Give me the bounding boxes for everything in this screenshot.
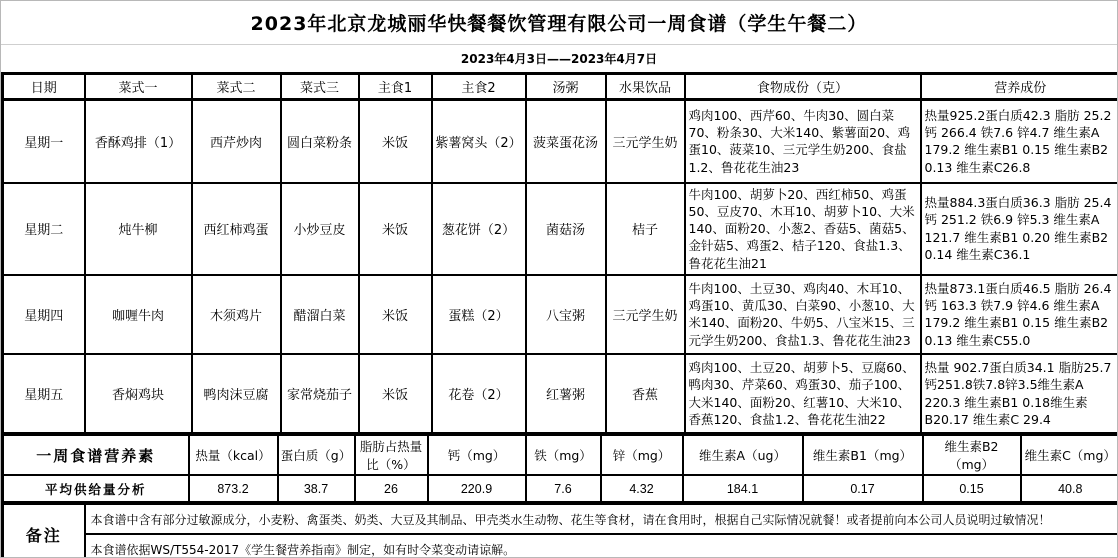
page-title: 2023年北京龙城丽华快餐餐饮管理有限公司一周食谱（学生午餐二）: [250, 13, 868, 35]
cell-fruit-drink: 香蕉: [606, 354, 685, 434]
cell-dish2: 鸭肉沫豆腐: [192, 354, 281, 434]
cell-staple2: 葱花饼（2）: [432, 183, 526, 275]
cell-staple1: 米饭: [359, 275, 432, 354]
summary-row1-label: 一周食谱营养素: [3, 435, 189, 476]
menu-header-staple1: 主食1: [359, 74, 432, 100]
subtitle-row: [1, 45, 1117, 72]
menu-header-staple2: 主食2: [432, 74, 526, 100]
cell-staple1: 米饭: [359, 183, 432, 275]
cell-soup: 红薯粥: [526, 354, 606, 434]
remarks-line-1: 本食谱中含有部分过敏源成分，小麦粉、禽蛋类、奶类、大豆及其制品、甲壳类水生动物、花生等食材，请在食用时，根据自己实际情况就餐！或者提前向本公司人员说明过敏情况！: [85, 503, 1118, 534]
cell-dish3: 小炒豆皮: [281, 183, 359, 275]
menu-header-day: 日期: [3, 74, 85, 100]
menu-header-fruit-drink: 水果饮品: [606, 74, 685, 100]
cell-staple1: 米饭: [359, 100, 432, 183]
remarks-row-2: [3, 534, 1118, 558]
cell-staple2: 蛋糕（2）: [432, 275, 526, 354]
summary-value-fat-ratio: 26: [355, 475, 428, 502]
cell-nutrition: 热量 902.7蛋白质34.1 脂肪25.7 钙251.8铁7.8锌3.5维生素A 220.3 维生素B1 0.18维生素B20.17 维生素C 29.4: [921, 354, 1118, 434]
menu-row-friday: [3, 354, 1118, 434]
cell-dish3: 醋溜白菜: [281, 275, 359, 354]
summary-row2-label: 平均供给量分析: [3, 475, 189, 502]
summary-values-row: [3, 475, 1118, 502]
summary-value-calcium: 220.9: [428, 475, 526, 502]
summary-value-vitamin-b2: 0.15: [923, 475, 1021, 502]
cell-dish1: 咖喱牛肉: [85, 275, 192, 354]
summary-header-row: [3, 435, 1118, 476]
cell-fruit-drink: 三元学生奶: [606, 100, 685, 183]
title-row: [1, 1, 1117, 45]
cell-nutrition: 热量873.1蛋白质46.5 脂肪 26.4 钙 163.3 铁7.9 锌4.6 维生素A 179.2 维生素B1 0.15 维生素B2 0.13 维生素C55.0: [921, 275, 1118, 354]
summary-header-vitamin-a: 维生素A（ug）: [683, 435, 803, 476]
menu-header-dish1: 菜式一: [85, 74, 192, 100]
cell-ingredients: 鸡肉100、西芹60、牛肉30、圆白菜70、粉条30、大米140、紫薯面20、鸡蛋10、菠菜10、三元学生奶200、食盐1.2、鲁花花生油23: [685, 100, 921, 183]
cell-soup: 菠菜蛋花汤: [526, 100, 606, 183]
summary-value-vitamin-b1: 0.17: [803, 475, 923, 502]
summary-value-iron: 7.6: [526, 475, 601, 502]
remarks-label: 备注: [3, 503, 85, 558]
cell-dish2: 木须鸡片: [192, 275, 281, 354]
remarks-row-1: [3, 503, 1118, 534]
summary-value-vitamin-a: 184.1: [683, 475, 803, 502]
summary-value-zinc: 4.32: [601, 475, 683, 502]
summary-header-protein: 蛋白质（g）: [278, 435, 355, 476]
summary-header-iron: 铁（mg）: [526, 435, 601, 476]
menu-header-dish2: 菜式二: [192, 74, 281, 100]
cell-day: 星期二: [3, 183, 85, 275]
summary-value-energy: 873.2: [189, 475, 278, 502]
menu-header-ingredients: 食物成份（克）: [685, 74, 921, 100]
cell-ingredients: 牛肉100、土豆30、鸡肉40、木耳10、鸡蛋10、黄瓜30、白菜90、小葱10、大米140、面粉20、牛奶5、八宝米15、三元学生奶200、食盐1.3、鲁花花生油23: [685, 275, 921, 354]
cell-nutrition: 热量925.2蛋白质42.3 脂肪 25.2 钙 266.4 铁7.6 锌4.7 维生素A 179.2 维生素B1 0.15 维生素B2 0.13 维生素C26.8: [921, 100, 1118, 183]
cell-fruit-drink: 桔子: [606, 183, 685, 275]
cell-day: 星期一: [3, 100, 85, 183]
summary-header-fat-ratio: 脂肪占热量比（%）: [355, 435, 428, 476]
summary-header-vitamin-b2: 维生素B2（mg）: [923, 435, 1021, 476]
cell-nutrition: 热量884.3蛋白质36.3 脂肪 25.4 钙 251.2 铁6.9 锌5.3 维生素A 121.7 维生素B1 0.20 维生素B2 0.14 维生素C36.1: [921, 183, 1118, 275]
menu-header-row: [3, 74, 1118, 100]
menu-header-dish3: 菜式三: [281, 74, 359, 100]
cell-staple2: 紫薯窝头（2）: [432, 100, 526, 183]
menu-table: [1, 72, 1118, 435]
menu-row-thursday: [3, 275, 1118, 354]
menu-row-tuesday: [3, 183, 1118, 275]
summary-header-zinc: 锌（mg）: [601, 435, 683, 476]
cell-soup: 八宝粥: [526, 275, 606, 354]
summary-header-calcium: 钙（mg）: [428, 435, 526, 476]
cell-soup: 菌菇汤: [526, 183, 606, 275]
summary-header-energy: 热量（kcal）: [189, 435, 278, 476]
cell-staple2: 花卷（2）: [432, 354, 526, 434]
cell-dish3: 家常烧茄子: [281, 354, 359, 434]
date-range: 2023年4月3日——2023年4月7日: [460, 52, 658, 66]
summary-value-protein: 38.7: [278, 475, 355, 502]
cell-ingredients: 牛肉100、胡萝卜20、西红柿50、鸡蛋50、豆皮70、木耳10、胡萝卜10、大米140、面粉20、小葱2、香菇5、菌菇5、金针菇5、鸡蛋2、桔子120、食盐1.3、鲁花花生油21: [685, 183, 921, 275]
summary-table: [1, 433, 1118, 504]
summary-header-vitamin-c: 维生素C（mg）: [1021, 435, 1118, 476]
menu-header-nutrition: 营养成份: [921, 74, 1118, 100]
cell-fruit-drink: 三元学生奶: [606, 275, 685, 354]
cell-day: 星期五: [3, 354, 85, 434]
cell-dish2: 西红柿鸡蛋: [192, 183, 281, 275]
cell-staple1: 米饭: [359, 354, 432, 434]
cell-dish3: 圆白菜粉条: [281, 100, 359, 183]
menu-header-soup: 汤粥: [526, 74, 606, 100]
summary-value-vitamin-c: 40.8: [1021, 475, 1118, 502]
summary-header-vitamin-b1: 维生素B1（mg）: [803, 435, 923, 476]
cell-dish1: 香酥鸡排（1）: [85, 100, 192, 183]
cell-dish2: 西芹炒肉: [192, 100, 281, 183]
cell-dish1: 炖牛柳: [85, 183, 192, 275]
remarks-table: [1, 502, 1118, 558]
cell-day: 星期四: [3, 275, 85, 354]
cell-ingredients: 鸡肉100、土豆20、胡萝卜5、豆腐60、鸭肉30、芹菜60、鸡蛋30、茄子100、大米140、面粉20、红薯10、大米10、香蕉120、食盐1.2、鲁花花生油22: [685, 354, 921, 434]
remarks-line-2: 本食谱依据WS/T554-2017《学生餐营养指南》制定，如有时令菜变动请谅解。: [85, 534, 1118, 558]
cell-dish1: 香焖鸡块: [85, 354, 192, 434]
menu-row-monday: [3, 100, 1118, 183]
